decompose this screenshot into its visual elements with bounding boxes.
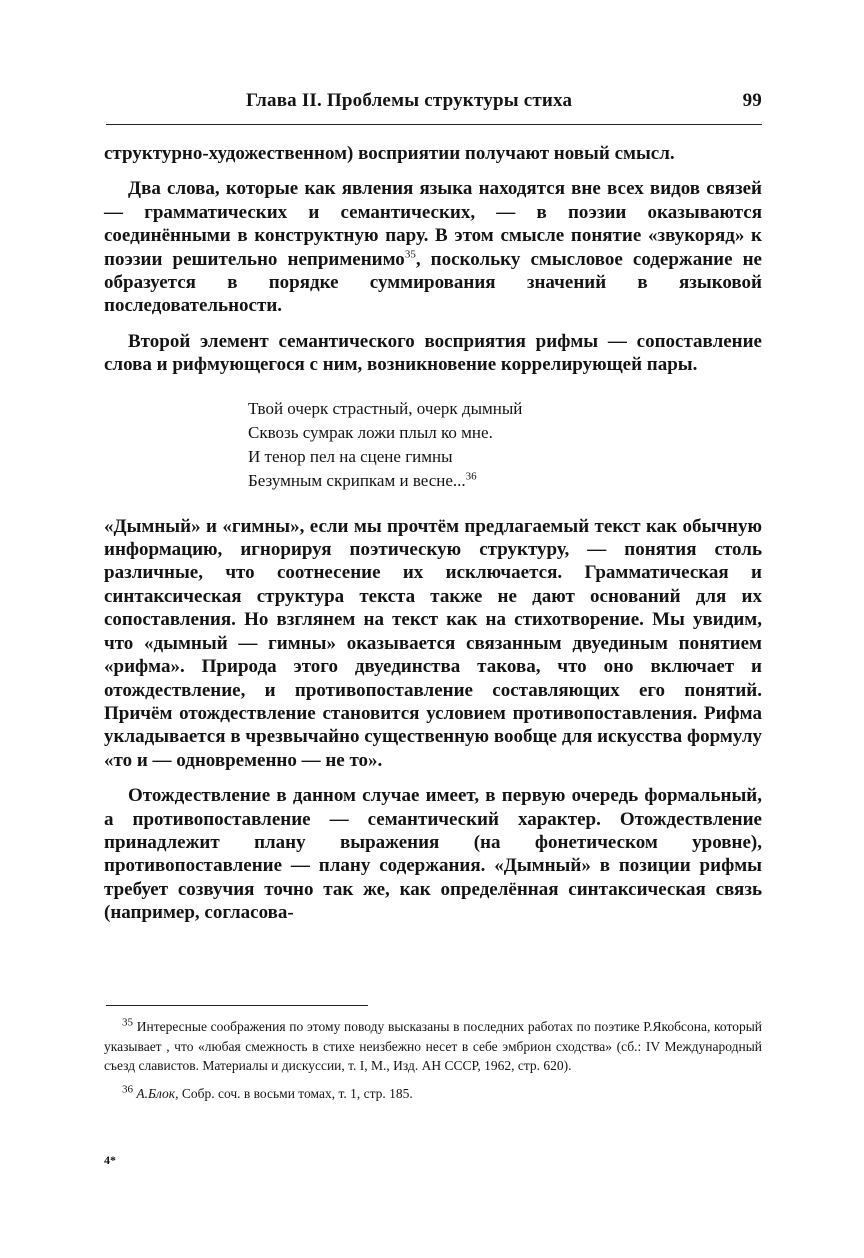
footnote-36-number: 36 <box>122 1083 133 1095</box>
footnote-35 <box>104 1017 762 1076</box>
paragraph-2-text-b: , поскольку смысловое содержание не образуется в порядке суммирования значений в языковой последовательности. <box>104 248 762 317</box>
verse-line-3: И тенор пел на сцене гимны <box>248 446 453 466</box>
verse-line-1: Твой очерк страстный, очерк дымный <box>248 398 523 418</box>
paragraph-5: Отождествление в данном случае имеет, в первую очередь формальный, а противопоставление — семантический характер. Отождествление принадлежит плану выражения (на фонетическом уровне), противопоставление — плану содержания. «Дымный» в позиции рифмы требует созвучия точно так же, как определённая синтаксическая связь (например, согласова- <box>104 785 762 924</box>
running-head <box>104 90 762 116</box>
paragraph-1: структурно-художественном) восприятии получают новый смысл. <box>104 143 675 164</box>
page-number: 99 <box>742 90 762 111</box>
footnote-36-text: , Собр. соч. в восьми томах, т. 1, стр. 185. <box>175 1085 413 1101</box>
header-rule <box>106 124 762 125</box>
verse-line-4 <box>248 469 762 493</box>
chapter-title: Глава II. Проблемы структуры стиха <box>246 90 573 111</box>
main-text <box>104 142 762 925</box>
footnotes <box>104 1017 762 1103</box>
book-page <box>104 0 762 1258</box>
paragraph-2 <box>104 177 762 317</box>
footnote-ref-36: 36 <box>465 470 477 482</box>
footnote-rule <box>106 1005 368 1006</box>
footnote-ref-35: 35 <box>404 248 416 261</box>
footnote-35-number: 35 <box>122 1016 133 1029</box>
paragraph-4: «Дымный» и «гимны», если мы прочтём предлагаемый текст как обычную информацию, игнорируя поэтическую структуру, — понятия столь различные, что соотнесение их исключается. Грамматическая и синтаксическая структура текста также не дают оснований для их сопоставления. Но взглянем на текст как на стихотворение. Мы увидим, что «дымный — гимны» оказывается связанным двуединым понятием «рифма». Природа этого двуединства такова, что оно включает и отождествление, и противопоставление составляющих его понятий. Причём отождествление становится условием противопоставления. Рифма укладывается в чрезвычайно существенную вообще для искусства формулу «то и — одновременно — не то». <box>104 515 762 771</box>
verse-line-2: Сквозь сумрак ложи плыл ко мне. <box>248 422 493 442</box>
printer-signature-mark: 4* <box>104 1153 116 1167</box>
verse-line-4-text: Безумным скрипкам и весне... <box>248 470 466 490</box>
verse-quote <box>248 397 762 493</box>
footnote-35-text: Интересные соображения по этому поводу высказаны в последних работах по поэтике Р.Якобсона, который указывает , что «любая смежность в стихе неизбежно несет в себе эмбрион сходства» (сб.: IV Международный съезд славистов. Материалы и дискуссии, т. I, М., Изд. АН СССР, 1962, стр. 620). <box>104 1019 763 1073</box>
footnote-36-author: А.Блок <box>136 1085 176 1101</box>
paragraph-3: Второй элемент семантического восприятия рифмы — сопоставление слова и рифмующегося с ним, возникновение коррелирующей пары. <box>104 330 762 376</box>
footnote-36 <box>104 1084 762 1104</box>
paragraph-2-text-a: Два слова, которые как явления языка находятся вне всех видов связей — грамматических и семантических, — в поэзии оказываются соединёнными в конструктную пару. В этом смысле понятие «звукоряд» к поэзии решительно неприменимо <box>104 178 762 270</box>
